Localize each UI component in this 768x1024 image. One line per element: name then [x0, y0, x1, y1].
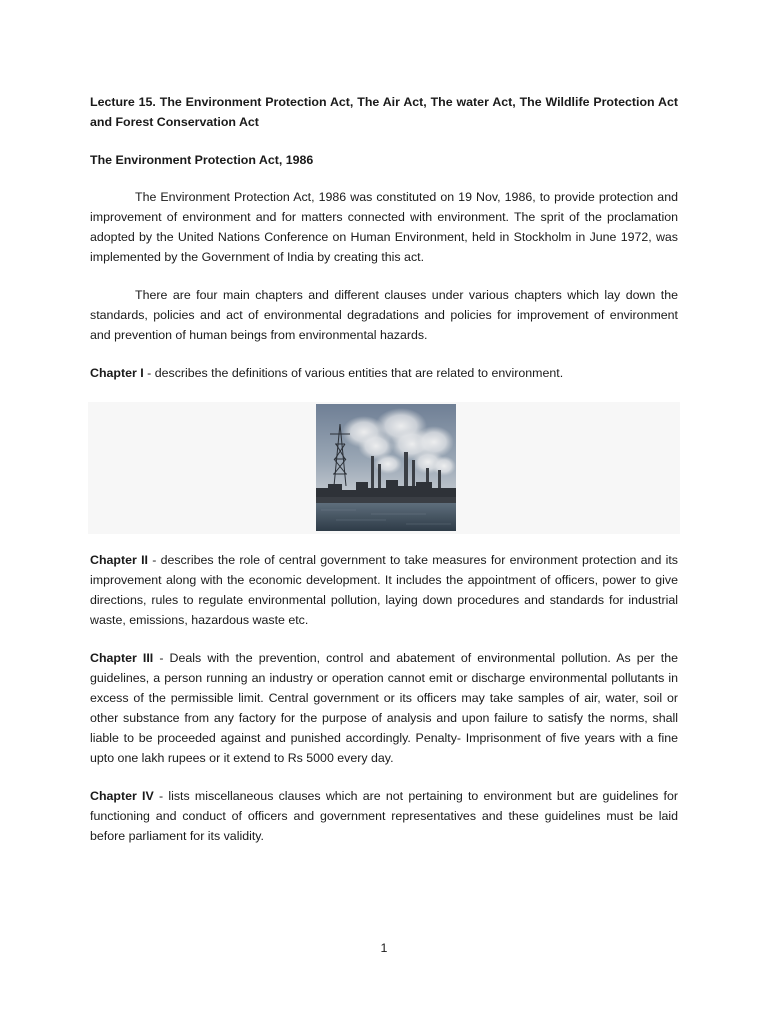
chapter-3-text: - Deals with the prevention, control and abatement of environmental pollution. As per the guidelines, a person running an industry or operation cannot emit or discharge environmental pollutants in excess of the permissible limit. Central government or its officers may take samples of air, water, soil or other substance from any factory for the purpose of analysis and upon failure to satisfy the norms, shall liable to be proceeded against and punished accordingly. Penalty- Imprisonment of five years with a fine upto one lakh rupees or it extend to Rs 5000 every day.	[90, 651, 679, 765]
lecture-title: Lecture 15. The Environment Protection Act, The Air Act, The water Act, The Wildlife Protection Act and Forest Conservation Act	[90, 95, 678, 129]
chapter-1-text: - describes the definitions of various entities that are related to environment.	[143, 366, 564, 380]
chapter-2-label: Chapter II	[90, 553, 148, 567]
chapter-1-label: Chapter I	[90, 366, 144, 380]
chapter-1-paragraph	[90, 363, 678, 383]
chapter-2-paragraph	[90, 550, 678, 630]
pollution-photo	[316, 404, 456, 531]
chapter-4-label: Chapter IV	[90, 789, 154, 803]
figure-band	[88, 402, 680, 534]
section-heading: The Environment Protection Act, 1986	[90, 153, 314, 167]
page-number: 1	[380, 941, 388, 955]
chapters-overview-paragraph: There are four main chapters and different clauses under various chapters which lay down the standards, policies and act of environmental degradations and policies for improvement of environment and prevention of human beings from environmental hazards.	[90, 288, 678, 342]
chapter-3-label: Chapter III	[90, 651, 154, 665]
intro-paragraph: The Environment Protection Act, 1986 was constituted on 19 Nov, 1986, to provide protection and improvement of environment and for matters connected with environment. The sprit of the proclamation adopted by the United Nations Conference on Human Environment, held in Stockholm in June 1972, was implemented by the Government of India by creating this act.	[90, 190, 678, 264]
chapter-2-text: - describes the role of central government to take measures for environment protection and its improvement along with the economic development. It includes the appointment of officers, power to give directions, rules to regulate environmental pollution, laying down procedures and standards for industrial waste, emissions, hazardous waste etc.	[90, 553, 678, 627]
chapter-4-paragraph	[90, 786, 678, 846]
chapter-4-text: - lists miscellaneous clauses which are not pertaining to environment but are guidelines for functioning and conduct of officers and government representatives and these guidelines must be laid before parliament for its validity.	[90, 789, 678, 843]
chapter-3-paragraph	[90, 648, 678, 768]
